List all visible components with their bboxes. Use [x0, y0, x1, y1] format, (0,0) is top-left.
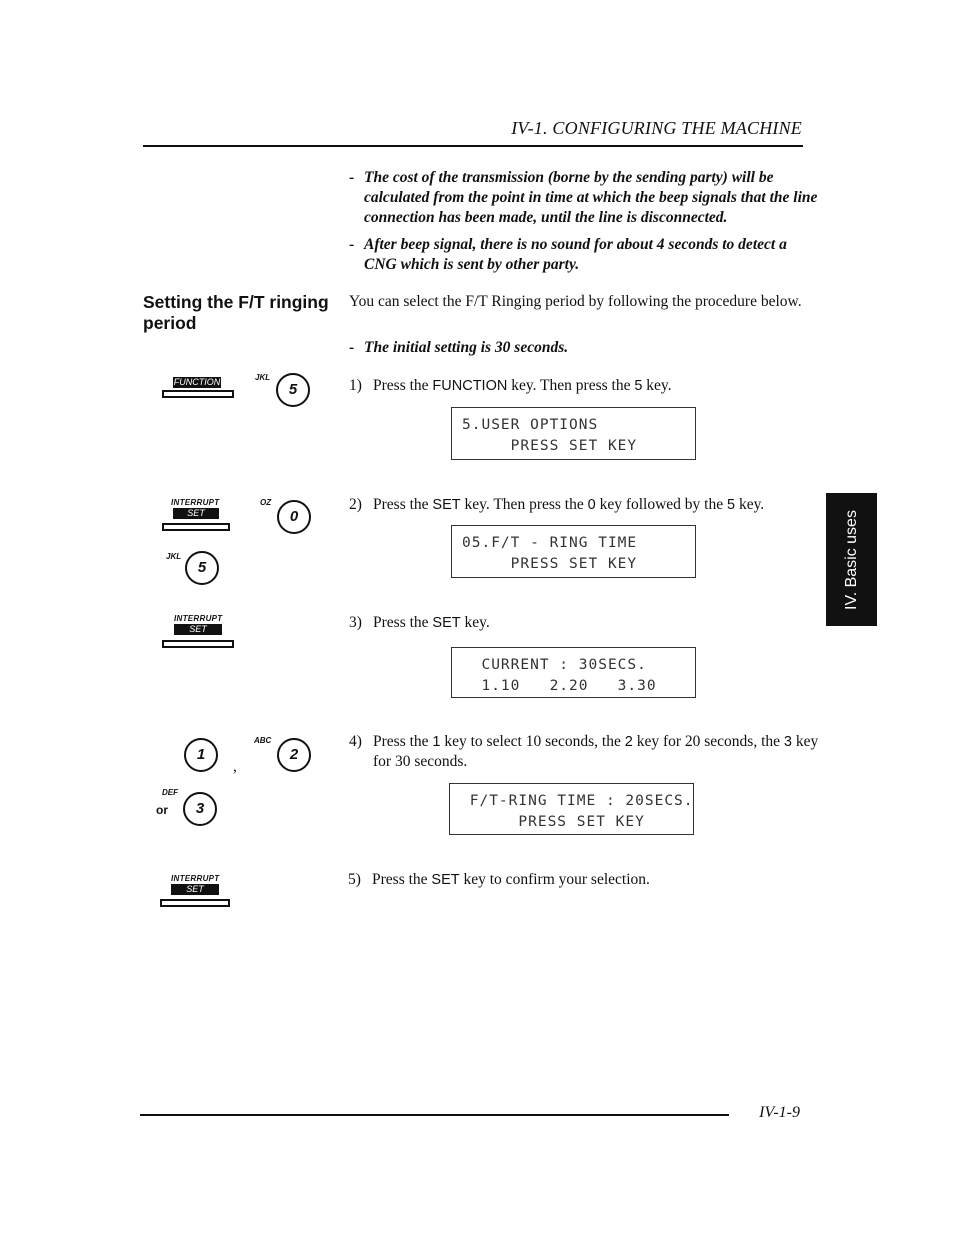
header-rule [143, 145, 803, 147]
step-text: key. [460, 614, 490, 631]
function-key-icon [162, 390, 234, 398]
step-text: Press the [372, 871, 432, 888]
lcd-line: F/T-RING TIME : 20SECS. [460, 793, 694, 809]
lcd-display [451, 647, 696, 698]
initial-setting-note [349, 338, 819, 358]
step-keyword: 1 [432, 734, 441, 750]
step-number: 2) [349, 496, 362, 513]
page-number: IV-1-9 [759, 1104, 800, 1121]
number-key-0-icon: 0 [277, 500, 311, 534]
step-text: Press the [373, 496, 433, 513]
step-text: key. [642, 377, 672, 394]
key-letters-jkl: JKL [166, 552, 182, 561]
step-number: 3) [349, 614, 362, 631]
lcd-line: PRESS SET KEY [462, 438, 638, 454]
step-text: key followed by the [595, 496, 727, 513]
section-intro: You can select the F/T Ringing period by following the procedure below. [349, 293, 802, 310]
function-key-badge: FUNCTION [173, 377, 221, 387]
key-letters-def: DEF [162, 788, 178, 797]
step-keyword: SET [432, 497, 461, 513]
or-label: or [156, 803, 168, 817]
step-keyword: SET [431, 872, 460, 888]
step-4 [349, 732, 828, 771]
step-3 [349, 613, 828, 633]
step-keyword: 0 [587, 497, 596, 513]
interrupt-label: INTERRUPT [171, 874, 220, 883]
interrupt-label: INTERRUPT [174, 614, 223, 623]
step-keyword: 2 [624, 734, 633, 750]
footer-rule [140, 1114, 729, 1116]
note-dash: - [349, 339, 355, 356]
step-text: key. Then press the [507, 377, 635, 394]
note-text: The initial setting is 30 seconds. [364, 339, 569, 356]
note-dash: - [349, 169, 355, 186]
lcd-line: CURRENT : 30SECS. [462, 657, 647, 673]
set-key-icon [162, 523, 230, 531]
number-key-3-icon: 3 [183, 792, 217, 826]
chapter-side-tab-label: IV. Basic uses [842, 509, 860, 610]
set-key-icon [160, 899, 230, 907]
step-keyword: 3 [783, 734, 792, 750]
number-key-5-icon: 5 [276, 373, 310, 407]
step-keyword: FUNCTION [432, 378, 508, 394]
step-text: key for 30 seconds. [373, 733, 819, 770]
set-key-badge: SET [171, 884, 219, 895]
interrupt-label: INTERRUPT [171, 498, 220, 507]
note-beep [349, 235, 819, 275]
note-cost [349, 168, 819, 228]
set-key-icon [162, 640, 234, 648]
step-text: key to confirm your selection. [459, 871, 650, 888]
section-title: Setting the F/T ringing period [143, 292, 329, 333]
step-text: Press the [373, 377, 433, 394]
lcd-display [451, 525, 696, 578]
step-text: key. Then press the [460, 496, 588, 513]
step-keyword: SET [432, 615, 461, 631]
set-key-badge: SET [174, 624, 222, 635]
step-1 [349, 376, 828, 396]
step-keyword: 5 [634, 378, 643, 394]
step-text: Press the [373, 614, 433, 631]
step-text: Press the [373, 733, 433, 750]
lcd-line: 5.USER OPTIONS [462, 417, 599, 433]
step-2 [349, 495, 828, 515]
step-5 [348, 870, 827, 890]
note-text: After beep signal, there is no sound for about 4 seconds to detect a CNG which is sent by other party. [364, 236, 787, 273]
chapter-side-tab [826, 493, 877, 626]
key-letters-jkl: JKL [255, 373, 271, 382]
note-text: The cost of the transmission (borne by the sending party) will be calculated from the point in time at which the beep signals that the line connection has been made, until the line is disconnected. [364, 169, 818, 226]
key-letters-abc: ABC [254, 736, 272, 745]
number-key-2-icon: 2 [277, 738, 311, 772]
key-separator-comma: , [233, 758, 237, 775]
lcd-line: PRESS SET KEY [460, 814, 645, 830]
lcd-display [451, 407, 696, 460]
note-dash: - [349, 236, 355, 253]
key-letters-oz: OZ [260, 498, 272, 507]
step-number: 1) [349, 377, 362, 394]
set-key-badge: SET [173, 508, 219, 519]
lcd-display [449, 783, 694, 835]
number-key-1-icon: 1 [184, 738, 218, 772]
step-number: 4) [349, 733, 362, 750]
step-text: key to select 10 seconds, the [440, 733, 625, 750]
step-text: key. [735, 496, 765, 513]
lcd-line: 1.10 2.20 3.30 [462, 678, 657, 694]
lcd-line: PRESS SET KEY [462, 556, 638, 572]
step-text: key for 20 seconds, the [632, 733, 784, 750]
number-key-5-icon: 5 [185, 551, 219, 585]
step-keyword: 5 [726, 497, 736, 513]
page-header-title: IV-1. CONFIGURING THE MACHINE [511, 118, 802, 138]
step-number: 5) [348, 871, 361, 888]
lcd-line: 05.F/T - RING TIME [462, 535, 638, 551]
